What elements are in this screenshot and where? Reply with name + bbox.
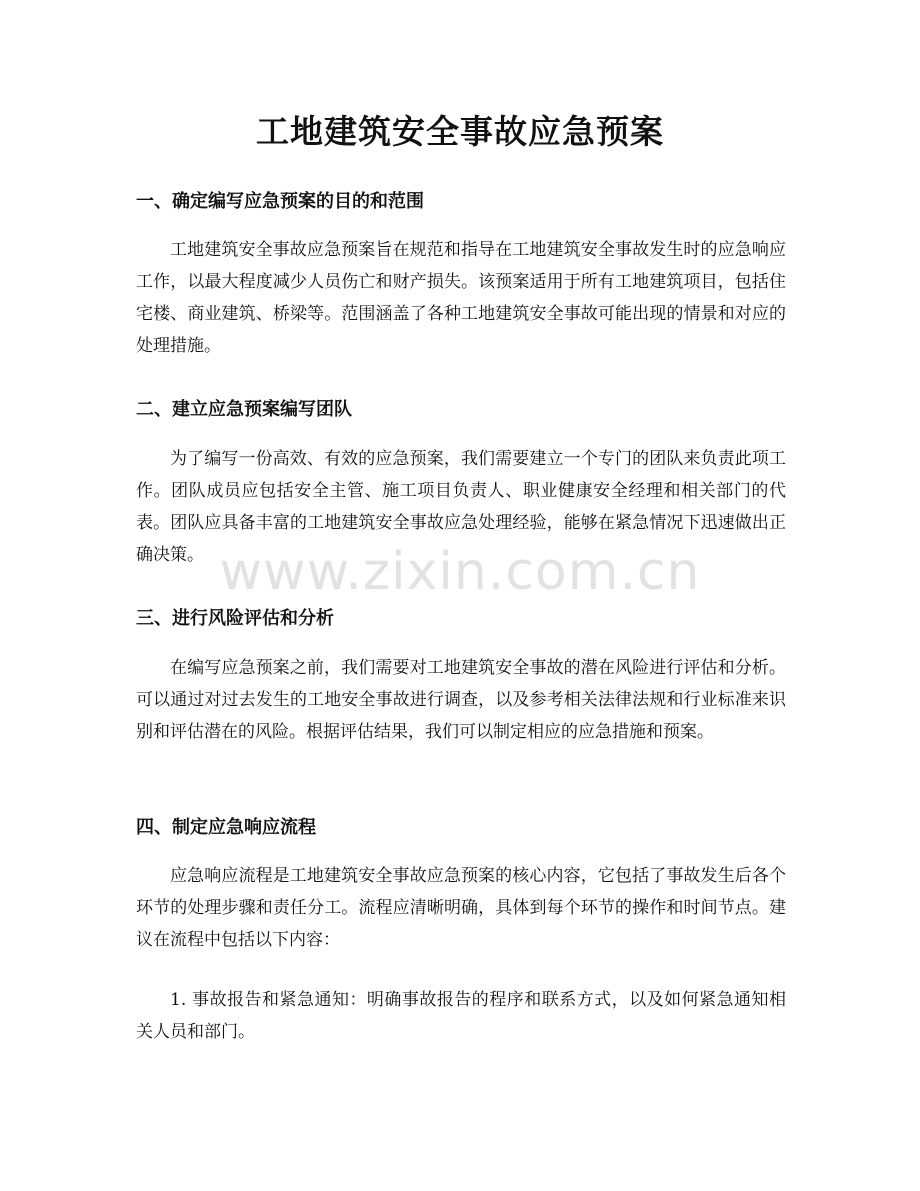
section-heading-procedure: 四、制定应急响应流程 — [136, 817, 316, 838]
section-paragraph-procedure: 应急响应流程是工地建筑安全事故应急预案的核心内容，它包括了事故发生后各个环节的处理步骤和责任分工。流程应清晰明确，具体到每个环节的操作和时间节点。建议在流程中包括以下内容： — [136, 866, 786, 950]
document-title: 工地建筑安全事故应急预案 — [256, 112, 664, 151]
section-paragraph-risk: 在编写应急预案之前，我们需要对工地建筑安全事故的潜在风险进行评估和分析。可以通过对过去发生的工地安全事故进行调查，以及参考相关法律法规和行业标准来识别和评估潜在的风险。根据评估结果，我们可以制定相应的应急措施和预案。 — [136, 658, 786, 742]
procedure-list-item: 1. 事故报告和紧急通知：明确事故报告的程序和联系方式，以及如何紧急通知相关人员和部门。 — [136, 990, 786, 1042]
section-paragraph-team: 为了编写一份高效、有效的应急预案，我们需要建立一个专门的团队来负责此项工作。团队成员应包括安全主管、施工项目负责人、职业健康安全经理和相关部门的代表。团队应具备丰富的工地建筑安全事故应急处理经验，能够在紧急情况下迅速做出正确决策。 — [136, 449, 786, 565]
watermark: www.zixin.com.cn — [219, 542, 701, 602]
section-heading-team: 二、建立应急预案编写团队 — [136, 399, 352, 420]
section-heading-risk: 三、进行风险评估和分析 — [136, 608, 334, 629]
section-heading-purpose: 一、确定编写应急预案的目的和范围 — [136, 191, 424, 212]
section-paragraph-purpose: 工地建筑安全事故应急预案旨在规范和指导在工地建筑安全事故发生时的应急响应工作，以最大程度减少人员伤亡和财产损失。该预案适用于所有工地建筑项目，包括住宅楼、商业建筑、桥梁等。范围涵盖了各种工地建筑安全事故可能出现的情景和对应的处理措施。 — [136, 240, 786, 356]
